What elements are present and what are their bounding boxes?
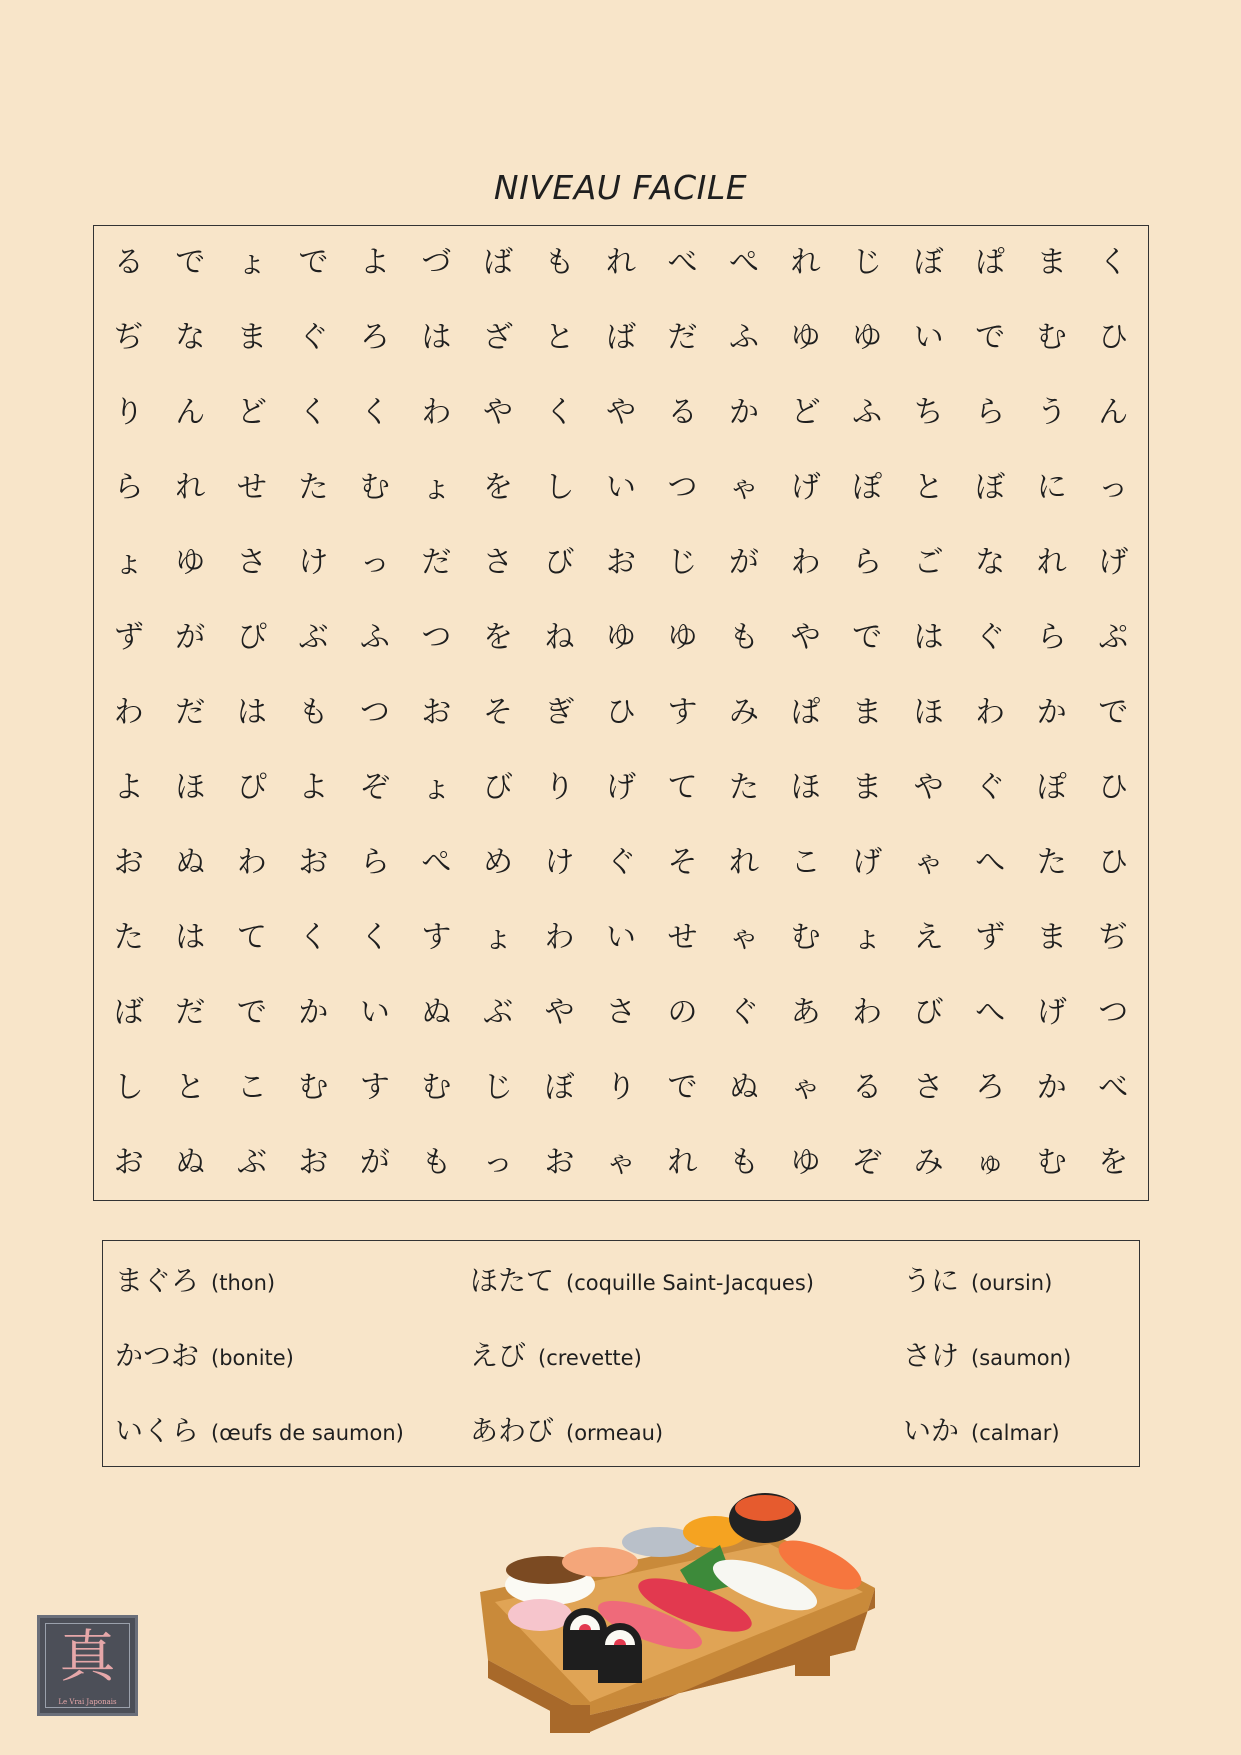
grid-cell: で <box>975 320 1006 356</box>
grid-cell: も <box>544 245 575 281</box>
grid-cell: る <box>113 245 144 281</box>
grid-cell: げ <box>1098 545 1129 581</box>
grid-cell: り <box>113 395 144 431</box>
grid-cell: し <box>113 1069 144 1105</box>
grid-cell: む <box>298 1069 329 1105</box>
brand-logo <box>37 1615 138 1716</box>
grid-cell: ぬ <box>175 1144 206 1180</box>
grid-cell: ほ <box>175 769 206 805</box>
grid-cell: ゆ <box>667 620 698 656</box>
grid-cell: ま <box>1036 245 1067 281</box>
grid-cell: せ <box>236 470 267 506</box>
grid-cell: ゃ <box>729 470 760 506</box>
grid-cell: は <box>913 620 944 656</box>
grid-cell: だ <box>421 545 452 581</box>
grid-cell: お <box>421 694 452 730</box>
grid-cell: ぶ <box>298 620 329 656</box>
grid-cell: ょ <box>852 919 883 955</box>
grid-cell: お <box>113 844 144 880</box>
grid-cell: つ <box>1098 994 1129 1030</box>
grid-cell: ぢ <box>113 320 144 356</box>
grid-cell: わ <box>975 694 1006 730</box>
grid-cell: だ <box>175 694 206 730</box>
grid-cell: っ <box>482 1144 513 1180</box>
grid-cell: ょ <box>421 769 452 805</box>
grid-cell: い <box>605 919 636 955</box>
grid-cell: ゆ <box>852 320 883 356</box>
grid-cell: び <box>913 994 944 1030</box>
grid-cell: で <box>175 245 206 281</box>
grid-cell: び <box>544 545 575 581</box>
grid-cell: を <box>1098 1144 1129 1180</box>
grid-cell: ぴ <box>236 769 267 805</box>
grid-cell: み <box>913 1144 944 1180</box>
grid-cell: っ <box>1098 470 1129 506</box>
grid-cell: で <box>298 245 329 281</box>
grid-cell: げ <box>605 769 636 805</box>
grid-cell: ぐ <box>298 320 329 356</box>
grid-cell: り <box>544 769 575 805</box>
grid-cell: も <box>298 694 329 730</box>
vocab-kana: えび <box>470 1339 527 1372</box>
grid-cell: ど <box>790 395 821 431</box>
grid-cell: め <box>482 844 513 880</box>
grid-cell: さ <box>605 994 636 1030</box>
grid-cell: ぬ <box>421 994 452 1030</box>
grid-cell: ら <box>975 395 1006 431</box>
grid-cell: だ <box>667 320 698 356</box>
grid-cell: も <box>421 1144 452 1180</box>
grid-cell: こ <box>790 844 821 880</box>
grid-cell: ほ <box>790 769 821 805</box>
grid-cell: と <box>544 320 575 356</box>
grid-cell: ぐ <box>605 844 636 880</box>
vocab-kana: さけ <box>903 1339 960 1372</box>
vocab-translation: (saumon) <box>971 1346 1072 1370</box>
grid-cell: ろ <box>359 320 390 356</box>
shrimp-topping <box>562 1547 638 1577</box>
vocabulary-list <box>102 1240 1140 1467</box>
grid-cell: ま <box>852 694 883 730</box>
grid-cell: え <box>913 919 944 955</box>
grid-cell: む <box>790 919 821 955</box>
grid-cell: ぼ <box>913 245 944 281</box>
grid-cell: わ <box>544 919 575 955</box>
grid-cell: せ <box>667 919 698 955</box>
grid-cell: よ <box>113 769 144 805</box>
grid-cell: や <box>790 620 821 656</box>
grid-cell: と <box>175 1069 206 1105</box>
grid-cell: ぐ <box>975 620 1006 656</box>
vocab-item <box>470 1259 814 1299</box>
grid-cell: さ <box>236 545 267 581</box>
vocab-item <box>470 1409 663 1449</box>
grid-cell: ぺ <box>421 844 452 880</box>
grid-cell: っ <box>359 545 390 581</box>
grid-cell: そ <box>482 694 513 730</box>
grid-cell: ぞ <box>852 1144 883 1180</box>
grid-cell: よ <box>359 245 390 281</box>
grid-cell: て <box>236 919 267 955</box>
grid-cell: が <box>359 1144 390 1180</box>
grid-cell: ふ <box>852 395 883 431</box>
grid-cell: て <box>667 769 698 805</box>
page-title: NIVEAU FACILE <box>493 168 748 207</box>
grid-cell: ふ <box>729 320 760 356</box>
grid-cell: ぎ <box>544 694 575 730</box>
grid-cell: れ <box>1036 545 1067 581</box>
grid-cell: か <box>729 395 760 431</box>
grid-cell: わ <box>113 694 144 730</box>
grid-cell: い <box>913 320 944 356</box>
grid-cell: げ <box>852 844 883 880</box>
grid-cell: や <box>544 994 575 1030</box>
grid-cell: な <box>975 545 1006 581</box>
grid-cell: ら <box>852 545 883 581</box>
grid-cell: ば <box>113 994 144 1030</box>
grid-cell: ょ <box>482 919 513 955</box>
grid-cell: で <box>1098 694 1129 730</box>
grid-cell: れ <box>605 245 636 281</box>
grid-cell: く <box>298 395 329 431</box>
grid-cell: ゆ <box>790 320 821 356</box>
grid-cell: ら <box>1036 620 1067 656</box>
grid-cell: つ <box>359 694 390 730</box>
grid-cell: ず <box>975 919 1006 955</box>
grid-cell: ら <box>113 470 144 506</box>
grid-cell: た <box>113 919 144 955</box>
grid-cell: を <box>482 470 513 506</box>
grid-cell: べ <box>667 245 698 281</box>
grid-cell: れ <box>729 844 760 880</box>
grid-cell: び <box>482 769 513 805</box>
grid-cell: で <box>667 1069 698 1105</box>
grid-cell: む <box>421 1069 452 1105</box>
grid-cell: げ <box>1036 994 1067 1030</box>
grid-cell: ゃ <box>605 1144 636 1180</box>
grid-cell: ぽ <box>1036 769 1067 805</box>
grid-cell: よ <box>298 769 329 805</box>
grid-cell: じ <box>852 245 883 281</box>
grid-cell: こ <box>236 1069 267 1105</box>
grid-cell: ひ <box>1098 769 1129 805</box>
grid-cell: は <box>175 919 206 955</box>
grid-cell: じ <box>482 1069 513 1105</box>
grid-cell: さ <box>482 545 513 581</box>
grid-cell: か <box>1036 1069 1067 1105</box>
grid-cell: ず <box>113 620 144 656</box>
board-leg <box>795 1648 830 1676</box>
grid-cell: わ <box>852 994 883 1030</box>
grid-cell: ゃ <box>729 919 760 955</box>
logo-glyph: 真 <box>59 1625 116 1690</box>
grid-cell: く <box>298 919 329 955</box>
grid-cell: ん <box>1098 395 1129 431</box>
grid-cell: ぬ <box>729 1069 760 1105</box>
grid-cell: む <box>1036 320 1067 356</box>
board-leg <box>550 1705 590 1733</box>
grid-cell: ま <box>1036 919 1067 955</box>
grid-cell: べ <box>1098 1069 1129 1105</box>
grid-cell: ん <box>175 395 206 431</box>
vocab-kana: うに <box>903 1264 960 1297</box>
pickled-ginger <box>508 1599 572 1631</box>
grid-cell: ほ <box>913 694 944 730</box>
grid-cell: ぼ <box>544 1069 575 1105</box>
grid-cell: れ <box>790 245 821 281</box>
grid-cell: づ <box>421 245 452 281</box>
grid-cell: ょ <box>113 545 144 581</box>
grid-cell: く <box>359 395 390 431</box>
grid-cell: あ <box>790 994 821 1030</box>
sushi-platter-illustration <box>470 1470 880 1740</box>
grid-cell: は <box>236 694 267 730</box>
grid-cell: が <box>729 545 760 581</box>
grid-cell: れ <box>667 1144 698 1180</box>
grid-cell: げ <box>790 470 821 506</box>
vocab-translation: (calmar) <box>971 1421 1060 1445</box>
grid-cell: ち <box>913 395 944 431</box>
grid-cell: じ <box>667 545 698 581</box>
grid-cell: ぶ <box>482 994 513 1030</box>
vocab-kana: あわび <box>470 1414 555 1447</box>
grid-cell: や <box>913 769 944 805</box>
grid-cell: く <box>544 395 575 431</box>
grid-cell: ぶ <box>236 1144 267 1180</box>
grid-cell: ひ <box>1098 844 1129 880</box>
grid-cell: も <box>729 1144 760 1180</box>
grid-cell: ぴ <box>236 620 267 656</box>
grid-cell: う <box>1036 395 1067 431</box>
grid-cell: く <box>359 919 390 955</box>
grid-cell: か <box>1036 694 1067 730</box>
grid-cell: み <box>729 694 760 730</box>
vocab-translation: (œufs de saumon) <box>211 1421 404 1445</box>
vocab-item <box>470 1334 642 1374</box>
grid-cell: く <box>1098 245 1129 281</box>
grid-cell: ま <box>236 320 267 356</box>
grid-cell: で <box>852 620 883 656</box>
grid-cell: け <box>298 545 329 581</box>
grid-cell: と <box>913 470 944 506</box>
grid-cell: お <box>605 545 636 581</box>
grid-cell: る <box>852 1069 883 1105</box>
grid-cell: ば <box>605 320 636 356</box>
grid-cell: ぐ <box>975 769 1006 805</box>
grid-cell: ぞ <box>359 769 390 805</box>
grid-cell: は <box>421 320 452 356</box>
grid-cell: な <box>175 320 206 356</box>
grid-cell: わ <box>421 395 452 431</box>
grid-cell: ぢ <box>1098 919 1129 955</box>
grid-cell: や <box>482 395 513 431</box>
grid-cell: ふ <box>359 620 390 656</box>
grid-cell: ら <box>359 844 390 880</box>
grid-cell: や <box>605 395 636 431</box>
vocab-kana: まぐろ <box>115 1264 200 1297</box>
grid-cell: ぐ <box>729 994 760 1030</box>
grid-cell: ゃ <box>913 844 944 880</box>
grid-cell: ゅ <box>975 1144 1006 1180</box>
grid-cell: お <box>544 1144 575 1180</box>
grid-cell: む <box>1036 1144 1067 1180</box>
grid-cell: ひ <box>605 694 636 730</box>
grid-cell: ひ <box>1098 320 1129 356</box>
grid-cell: で <box>236 994 267 1030</box>
grid-cell: ぺ <box>729 245 760 281</box>
vocab-kana: いくら <box>115 1414 200 1447</box>
grid-cell: ぱ <box>790 694 821 730</box>
grid-cell: つ <box>421 620 452 656</box>
grid-cell: り <box>605 1069 636 1105</box>
grid-cell: た <box>1036 844 1067 880</box>
grid-cell: へ <box>975 844 1006 880</box>
grid-cell: た <box>298 470 329 506</box>
grid-cell: む <box>359 470 390 506</box>
grid-cell: ろ <box>975 1069 1006 1105</box>
grid-cell: に <box>1036 470 1067 506</box>
vocab-item <box>903 1409 1060 1449</box>
grid-cell: し <box>544 470 575 506</box>
grid-cell: お <box>113 1144 144 1180</box>
grid-cell: い <box>359 994 390 1030</box>
grid-cell: さ <box>913 1069 944 1105</box>
grid-cell: お <box>298 844 329 880</box>
grid-cell: ね <box>544 620 575 656</box>
logo-tagline: Le Vrai Japonais <box>58 1698 117 1706</box>
grid-cell: ど <box>236 395 267 431</box>
vocab-item <box>903 1259 1052 1299</box>
vocab-kana: いか <box>903 1414 960 1447</box>
grid-cell: ぷ <box>1098 620 1129 656</box>
grid-cell: ま <box>852 769 883 805</box>
grid-cell: た <box>729 769 760 805</box>
vocab-translation: (oursin) <box>971 1271 1053 1295</box>
grid-cell: ょ <box>236 245 267 281</box>
grid-cell: そ <box>667 844 698 880</box>
vocab-kana: かつお <box>115 1339 200 1372</box>
grid-cell: だ <box>175 994 206 1030</box>
vocab-item <box>903 1334 1071 1374</box>
vocab-translation: (thon) <box>211 1271 276 1295</box>
grid-cell: ょ <box>421 470 452 506</box>
ikura-topping <box>735 1495 795 1521</box>
grid-cell: お <box>298 1144 329 1180</box>
word-search-grid <box>93 225 1149 1201</box>
vocab-translation: (crevette) <box>538 1346 642 1370</box>
vocab-translation: (coquille Saint-Jacques) <box>566 1271 814 1295</box>
grid-cell: わ <box>790 545 821 581</box>
grid-cell: つ <box>667 470 698 506</box>
grid-cell: す <box>421 919 452 955</box>
vocab-item <box>115 1409 404 1449</box>
grid-cell: わ <box>236 844 267 880</box>
vocab-kana: ほたて <box>470 1264 555 1297</box>
grid-cell: ゆ <box>790 1144 821 1180</box>
grid-cell: か <box>298 994 329 1030</box>
vocab-translation: (ormeau) <box>566 1421 664 1445</box>
grid-cell: ご <box>913 545 944 581</box>
grid-cell: れ <box>175 470 206 506</box>
grid-cell: い <box>605 470 636 506</box>
grid-cell: け <box>544 844 575 880</box>
grid-cell: る <box>667 395 698 431</box>
grid-cell: ぼ <box>975 470 1006 506</box>
vocab-item <box>115 1334 294 1374</box>
grid-cell: す <box>667 694 698 730</box>
grid-cell: ざ <box>482 320 513 356</box>
grid-cell: が <box>175 620 206 656</box>
vocab-translation: (bonite) <box>211 1346 294 1370</box>
grid-cell: ぬ <box>175 844 206 880</box>
grid-cell: す <box>359 1069 390 1105</box>
grid-cell: ぱ <box>975 245 1006 281</box>
grid-cell: ば <box>482 245 513 281</box>
vocab-item <box>115 1259 275 1299</box>
grid-cell: の <box>667 994 698 1030</box>
grid-cell: ぽ <box>852 470 883 506</box>
grid-cell: ゃ <box>790 1069 821 1105</box>
grid-cell: ゆ <box>175 545 206 581</box>
grid-cell: ゆ <box>605 620 636 656</box>
grid-cell: へ <box>975 994 1006 1030</box>
grid-cell: を <box>482 620 513 656</box>
grid-cell: も <box>729 620 760 656</box>
